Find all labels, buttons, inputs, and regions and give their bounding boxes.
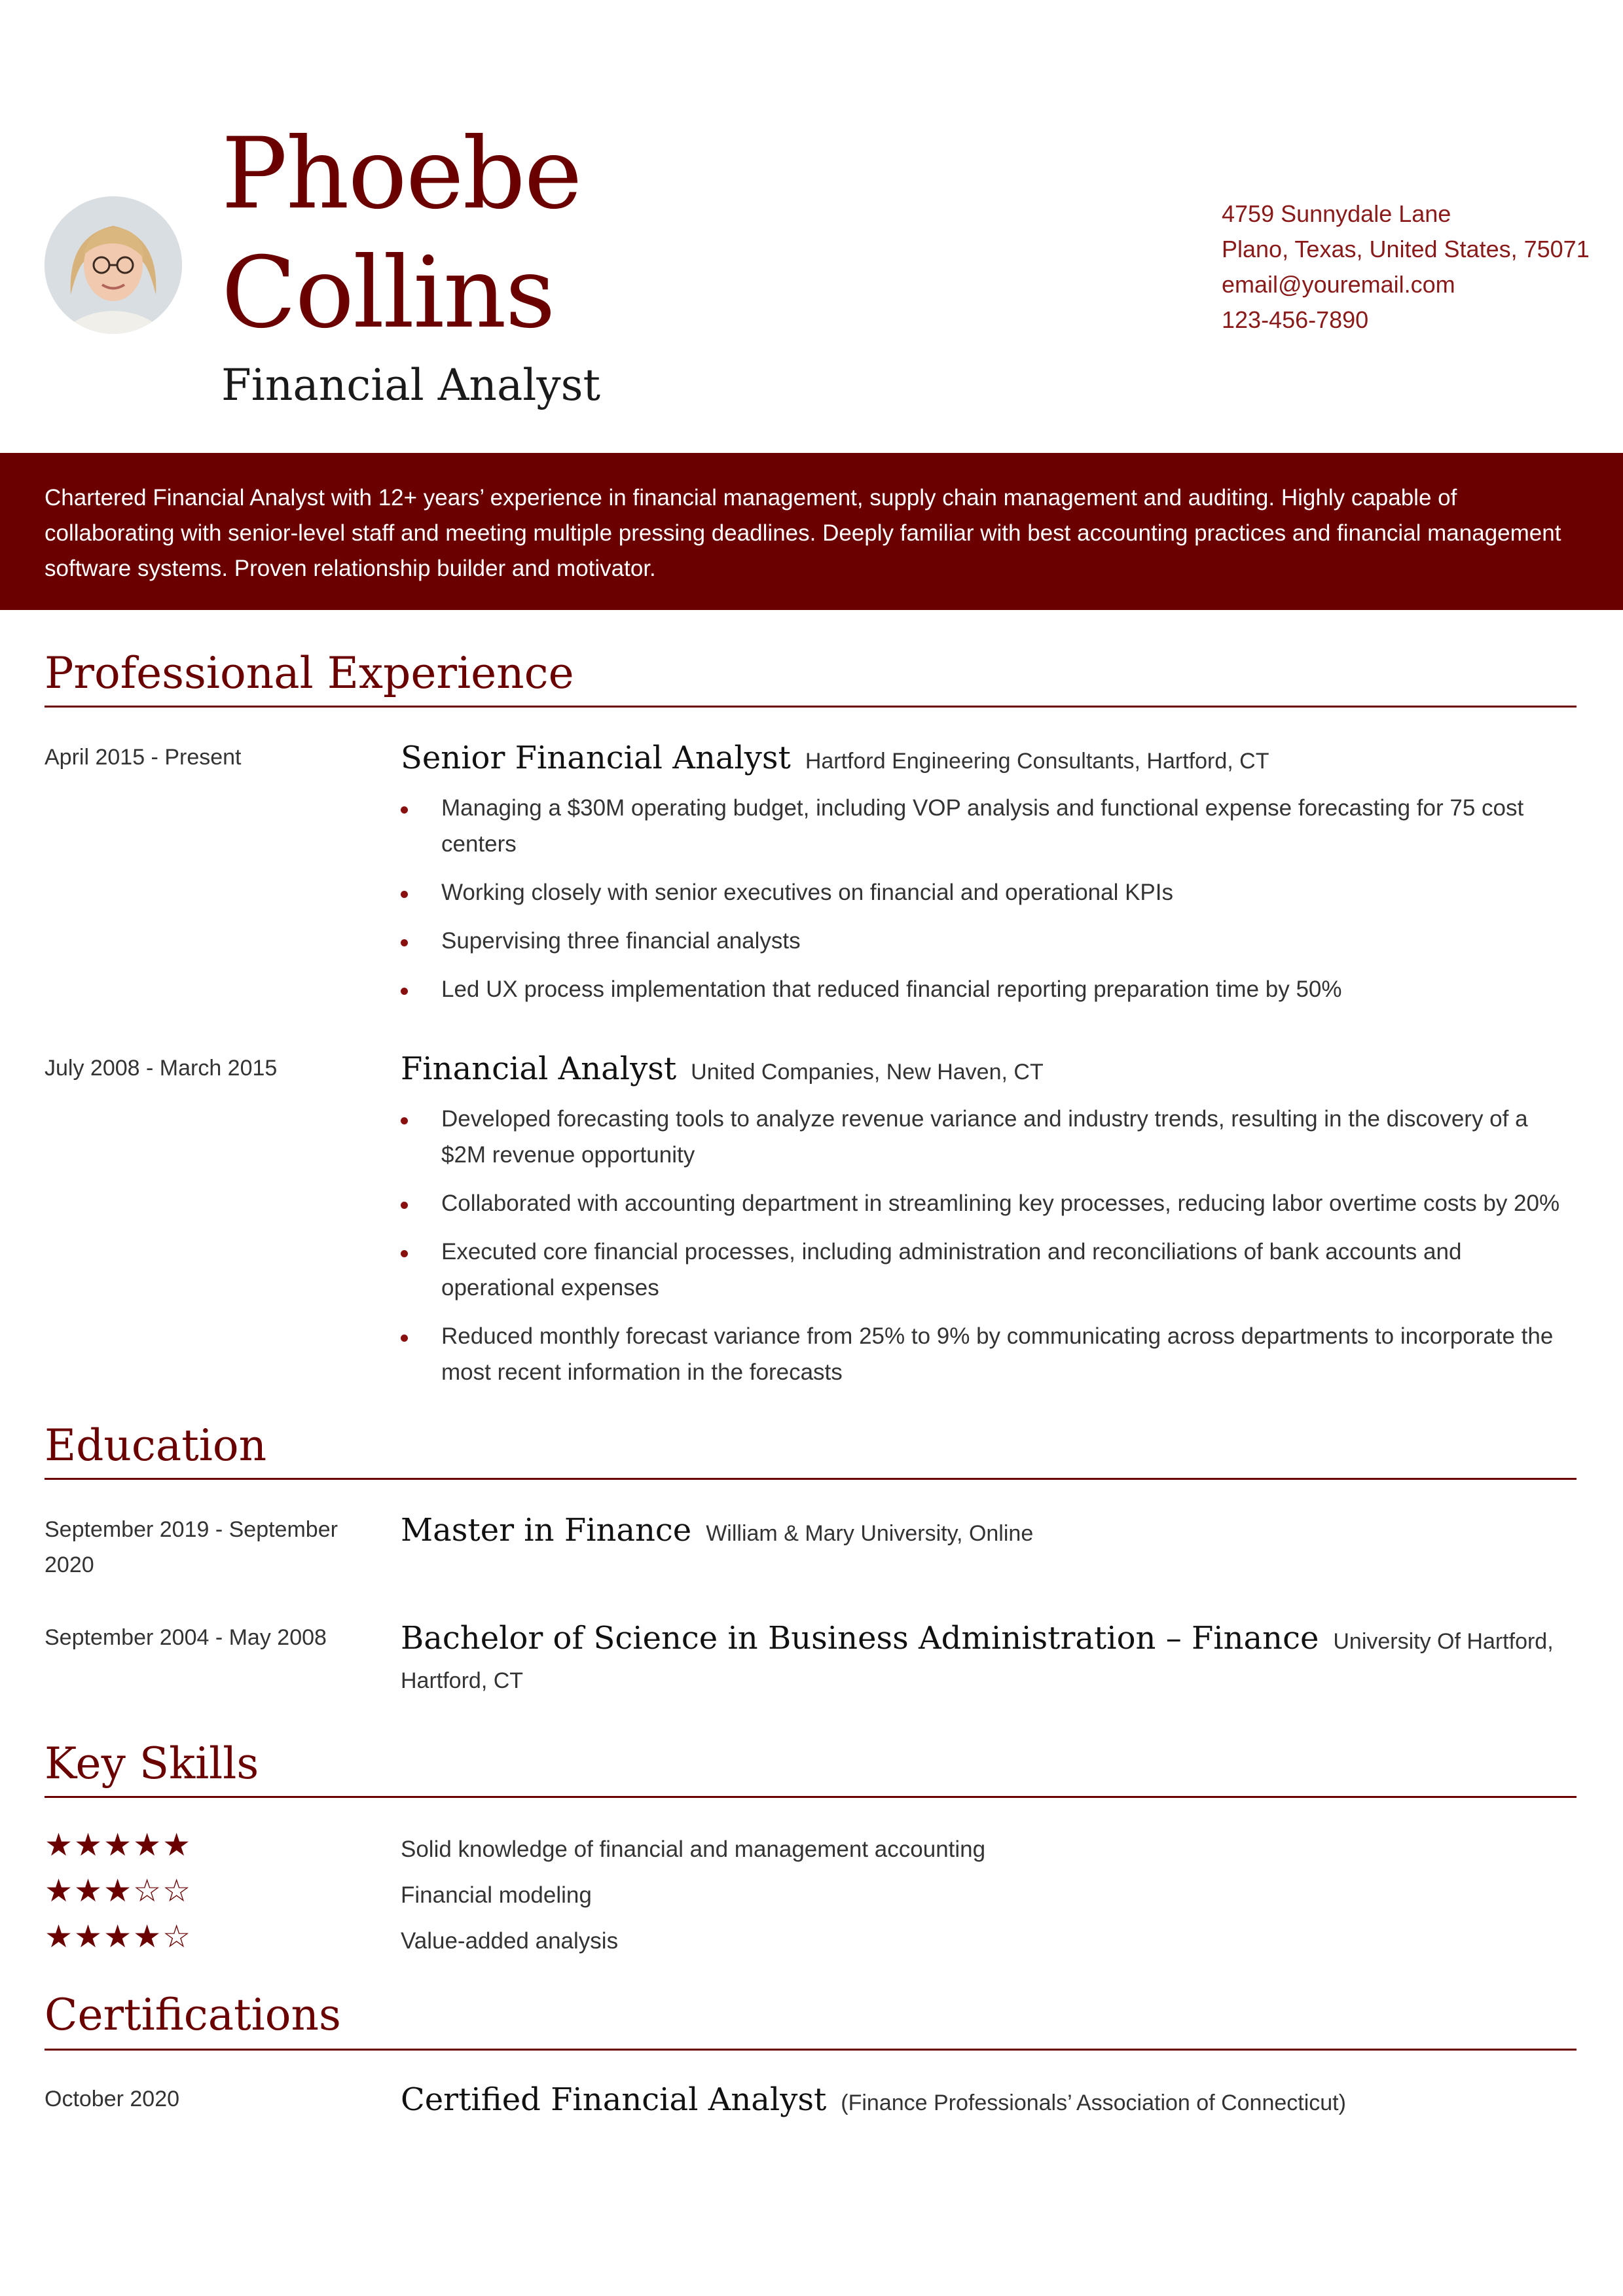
education-heading: [401, 1511, 1577, 1553]
summary-band: [0, 453, 1623, 610]
education-dates: September 2019 - September 2020: [45, 1517, 338, 1577]
certification-heading: [401, 2080, 1577, 2123]
first-name: Phoebe: [221, 117, 581, 231]
section-title-experience: Professional Experience: [45, 648, 574, 698]
skill-row: [45, 1826, 1577, 1865]
last-name: Collins: [221, 236, 555, 350]
candidate-name: [221, 115, 811, 353]
experience-entry: [401, 1049, 1577, 1403]
bullet-item: Reduced monthly forecast variance from 25% to 9% by communicating across departments to incorporate the most recent information in the forecasts: [401, 1318, 1577, 1390]
experience-dates: July 2008 - March 2015: [45, 1056, 278, 1081]
experience-dates: April 2015 - Present: [45, 745, 242, 770]
section-divider: [45, 1796, 1577, 1798]
bullet-item: Developed forecasting tools to analyze revenue variance and industry trends, resulting in the discovery of a $2M revenue opportunity: [401, 1101, 1577, 1173]
skill-label: Value-added analysis: [401, 1928, 619, 1954]
education-dates: September 2004 - May 2008: [45, 1625, 327, 1650]
summary-text: Chartered Financial Analyst with 12+ years’ experience in financial management, supply chain management and auditing. Highly capable of collaborating with senior-level staff and meeting multiple pressing deadlines. Deeply familiar with best accounting practices and financial management software systems. Proven relationship builder and motivator.: [45, 485, 1561, 581]
skill-row: [45, 1918, 1577, 1957]
experience-company: Hartford Engineering Consultants, Hartford, CT: [805, 749, 1269, 774]
education-school: William & Mary University, Online: [706, 1521, 1034, 1546]
job-title: Financial Analyst: [221, 360, 601, 410]
section-divider: [45, 1478, 1577, 1480]
section-divider: [45, 2049, 1577, 2051]
experience-title: Financial Analyst: [401, 1050, 677, 1087]
star-rating-icon: ★★★★★: [45, 1828, 192, 1863]
education-entry: [401, 1511, 1577, 1553]
certification-date: October 2020: [45, 2087, 180, 2111]
certification-issuer: (Finance Professionals’ Association of Connecticut): [841, 2090, 1346, 2115]
bullet-item: Collaborated with accounting department in streamlining key processes, reducing labor overtime costs by 20%: [401, 1185, 1577, 1221]
bullet-item: Executed core financial processes, including administration and reconciliations of bank accounts and operational expenses: [401, 1234, 1577, 1306]
bullet-item: Supervising three financial analysts: [401, 923, 1577, 959]
experience-title: Senior Financial Analyst: [401, 740, 791, 776]
education-entry: [401, 1619, 1577, 1700]
experience-heading: [401, 1049, 1577, 1092]
certification-name: Certified Financial Analyst: [401, 2081, 827, 2118]
experience-company: United Companies, New Haven, CT: [691, 1060, 1044, 1085]
skill-row: [45, 1872, 1577, 1911]
bullet-item: Working closely with senior executives on financial and operational KPIs: [401, 874, 1577, 910]
profile-photo-illustration: [45, 196, 182, 334]
experience-bullets: [401, 790, 1577, 1007]
section-title-education: Education: [45, 1420, 267, 1471]
section-title-skills: Key Skills: [45, 1738, 259, 1789]
star-rating-icon: ★★★☆☆: [45, 1874, 192, 1909]
skill-label: Financial modeling: [401, 1882, 592, 1908]
education-degree: Master in Finance: [401, 1512, 692, 1549]
education-school: University Of Hartford, Hartford, CT: [401, 1629, 1554, 1693]
experience-bullets: [401, 1101, 1577, 1390]
skill-label: Solid knowledge of financial and management accounting: [401, 1837, 986, 1862]
contact-block: [1222, 196, 1590, 338]
section-divider: [45, 706, 1577, 708]
certification-entry: [401, 2080, 1577, 2123]
profile-photo: [45, 196, 182, 334]
contact-email[interactable]: email@youremail.com: [1222, 271, 1455, 298]
bullet-item: Managing a $30M operating budget, including VOP analysis and functional expense forecasting for 75 cost centers: [401, 790, 1577, 862]
contact-address: 4759 Sunnydale Lane: [1222, 200, 1451, 227]
section-title-certifications: Certifications: [45, 1990, 341, 2040]
contact-phone[interactable]: 123-456-7890: [1222, 306, 1369, 333]
education-heading: [401, 1619, 1577, 1700]
experience-entry: [401, 738, 1577, 1020]
contact-city: Plano, Texas, United States, 75071: [1222, 236, 1590, 262]
bullet-item: Led UX process implementation that reduced financial reporting preparation time by 50%: [401, 971, 1577, 1007]
star-rating-icon: ★★★★☆: [45, 1920, 192, 1954]
experience-heading: [401, 738, 1577, 781]
education-degree: Bachelor of Science in Business Administration – Finance: [401, 1620, 1319, 1657]
